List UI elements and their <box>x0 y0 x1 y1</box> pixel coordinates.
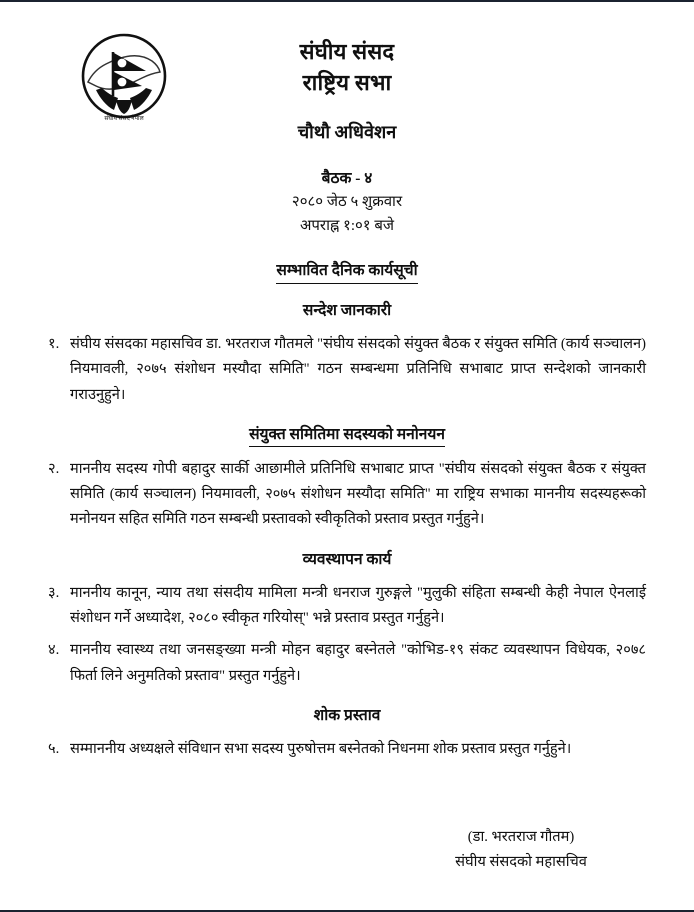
agenda-section <box>48 549 646 689</box>
section-heading-text: सन्देश जानकारी <box>302 301 392 319</box>
agenda-item-text: माननीय सदस्य गोपी बहादुर सार्की आछामीले प्रतिनिधि सभाबाट प्राप्त "संघीय संसदको संयुक्त बैठक र संयुक्त समिति (कार्य सञ्चालन) नियमावली, २०७५ संशोधन मस्यौदा समिति" मा राष्ट्रिय सभाका माननीय सदस्यहरूको मनोनयन सहित समिति गठन सम्बन्धी प्रस्तावको स्वीकृतिको प्रस्ताव प्रस्तुत गर्नुहुने। <box>70 461 646 528</box>
session-name: चौथौ अधिवेशन <box>297 122 397 143</box>
agenda-item-number: १. <box>48 336 60 353</box>
section-heading-text: संयुक्त समितिमा सदस्यको मनोनयन <box>249 424 445 448</box>
agenda-item-text: माननीय कानून, न्याय तथा संसदीय मामिला मन्त्री धनराज गुरुङ्गले "मुलुकी संहिता सम्बन्धी केही नेपाल ऐनलाई संशोधन गर्ने अध्यादेश, २०८० स्वीकृत गरियोस्" भन्ने प्रस्ताव प्रस्तुत गर्नुहुने। <box>70 585 646 627</box>
agenda-item-text: संघीय संसदका महासचिव डा. भरतराज गौतमले "संघीय संसदको संयुक्त बैठक र संयुक्त समिति (कार्य सञ्चालन) नियमावली, २०७५ संशोधन मस्यौदा समिति" गठन सम्बन्धमा प्रतिनिधि सभाबाट प्राप्त सन्देशको जानकारी गराउनुहुने। <box>70 336 646 403</box>
parliament-emblem-icon <box>72 26 176 130</box>
agenda-item-text: सम्माननीय अध्यक्षले संविधान सभा सदस्य पुरुषोत्तम बस्नेतको निधनमा शोक प्रस्ताव प्रस्तुत गर्नुहुने। <box>70 741 572 758</box>
section-heading <box>48 300 646 323</box>
section-heading <box>48 424 646 448</box>
meeting-time: अपराह्न १:०१ बजे <box>299 218 395 235</box>
agenda-item <box>48 737 646 762</box>
agenda-item-number: ५. <box>48 741 60 758</box>
agenda-item-number: ३. <box>48 585 60 602</box>
section-heading <box>48 705 646 728</box>
section-heading-text: व्यवस्थापन कार्य <box>302 550 392 568</box>
section-heading-text: शोक प्रस्ताव <box>313 706 381 724</box>
agenda-section <box>48 300 646 408</box>
agenda-sections <box>48 300 646 763</box>
organization-name-line2: राष्ट्रिय सभा <box>302 70 392 96</box>
meeting-number: बैठक - ४ <box>321 169 373 187</box>
agenda-section <box>48 705 646 763</box>
agenda-section <box>48 424 646 533</box>
agenda-item <box>48 581 646 631</box>
agenda-item-number: २. <box>48 461 60 478</box>
agenda-item-number: ४. <box>48 642 60 659</box>
signatory-title: संघीय संसदको महासचिव <box>455 854 587 871</box>
organization-name-line1: संघीय संसद <box>299 39 395 64</box>
document-header <box>48 2 646 284</box>
meeting-date: २०८० जेठ ५ शुक्रवार <box>291 194 403 211</box>
emblem-caption-text: संघीय संसद नेपाल <box>104 116 144 122</box>
agenda-item <box>48 638 646 688</box>
agenda-item-text: माननीय स्वास्थ्य तथा जनसङ्ख्या मन्त्री मोहन बहादुर बस्नेतले "कोभिड-१९ संकट व्यवस्थापन विधेयक, २०७८ फिर्ता लिने अनुमतिको प्रस्ताव" प्रस्तुत गर्नुहुने। <box>70 642 646 684</box>
agenda-title: सम्भावित दैनिक कार्यसूची <box>276 261 417 284</box>
agenda-item <box>48 457 646 532</box>
signatory-name: (डा. भरतराज गौतम) <box>467 828 575 845</box>
section-heading <box>48 549 646 572</box>
agenda-item <box>48 332 646 407</box>
signature-block <box>396 825 646 876</box>
